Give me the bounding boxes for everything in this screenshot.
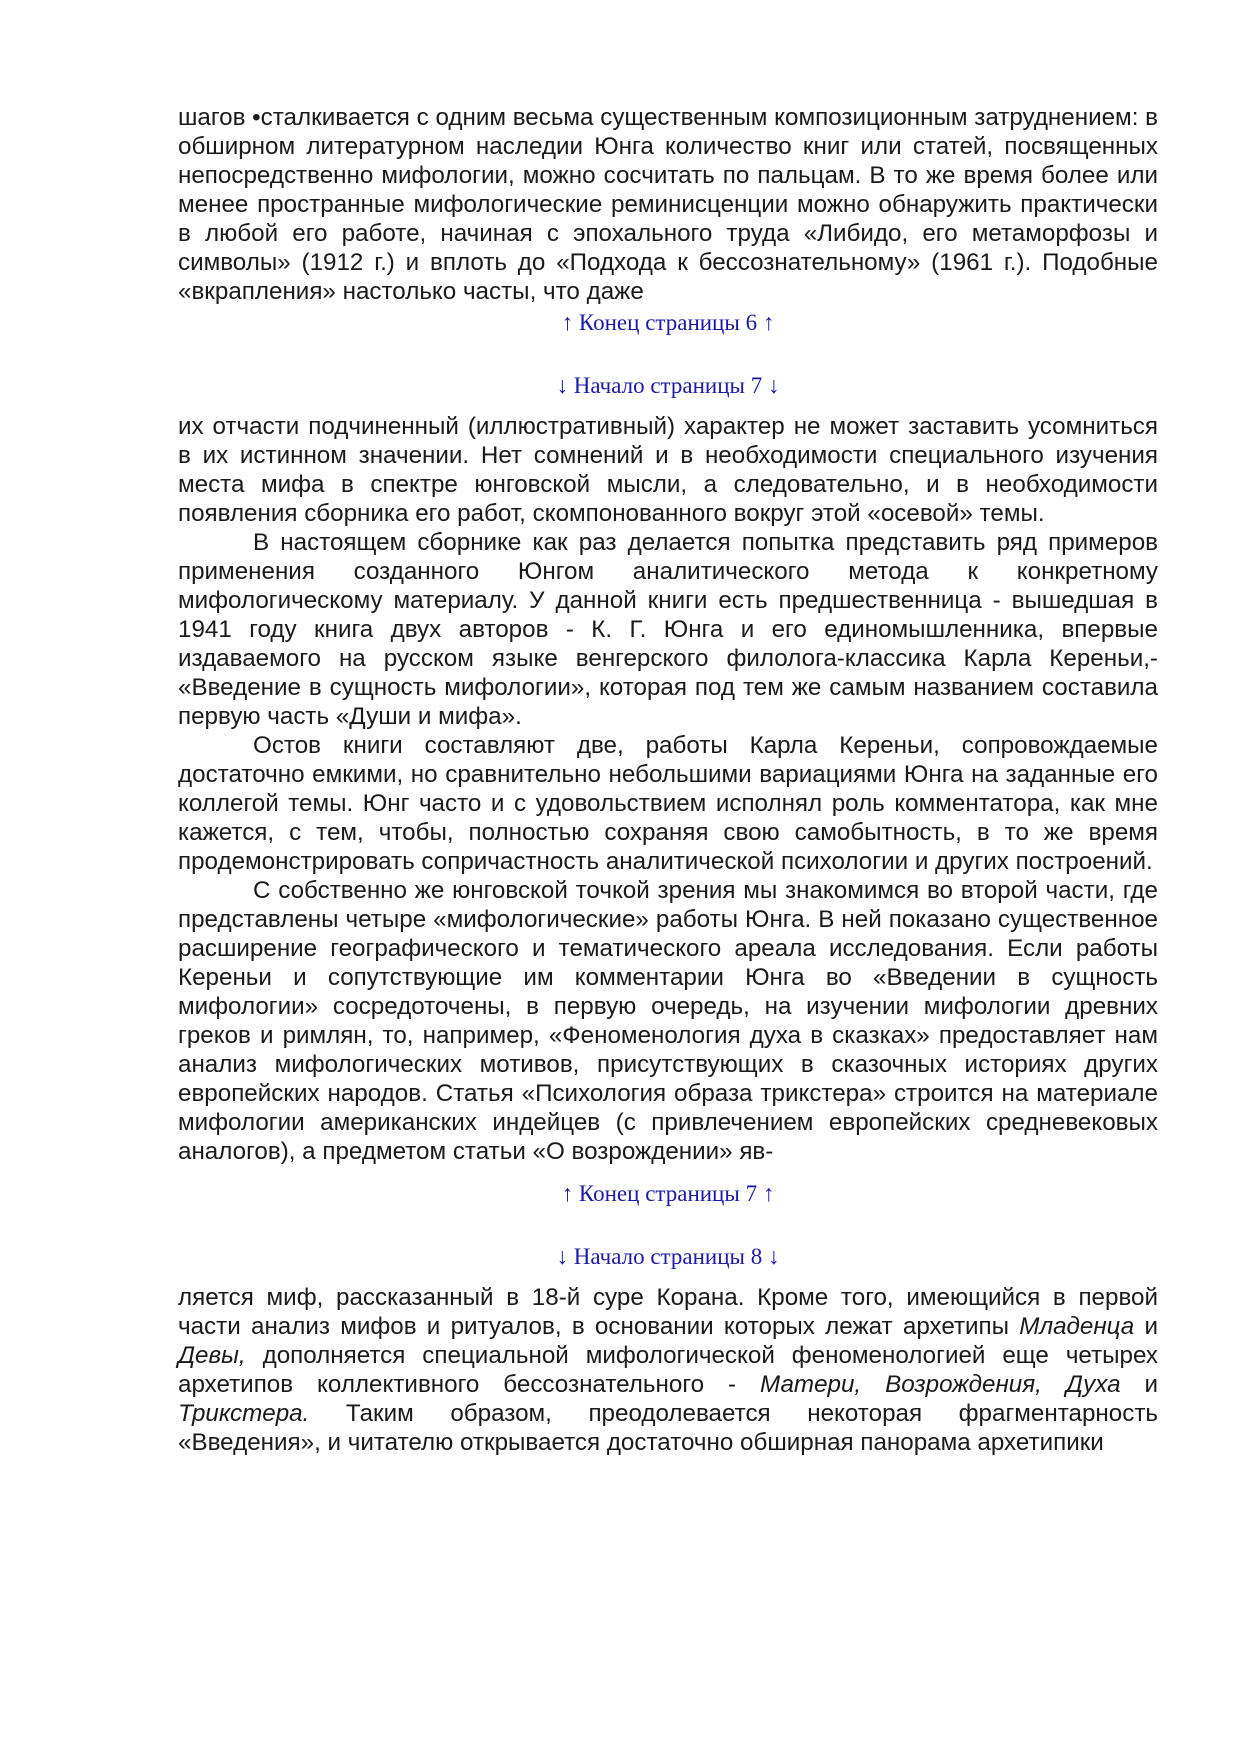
page-8-text: [178, 1283, 1158, 1457]
text-run: и: [1134, 1313, 1158, 1340]
italic-term: Младенца: [1019, 1313, 1135, 1340]
text-run: дополняется специальной мифологической феноменологией еще четырех архетипов коллективного бессознательного -: [178, 1342, 1158, 1398]
paragraph: С собственно же юнговской точкой зрения мы знакомимся во второй части, где представлены четыре «мифологические» работы Юнга. В ней показано существенное расширение географического и тематического ареала исследования. Если работы Кереньи и сопутствующие им комментарии Юнга во «Введении в сущность мифологии» сосредоточены, в первую очередь, на изучении мифологии древних греков и римлян, то, например, «Феноменология духа в сказках» предоставляет нам анализ мифологических мотивов, присутствующих в сказочных историях других европейских народов. Статья «Психология образа трикстера» строится на материале мифологии американских индейцев (с привлечением европейских средневековых аналогов), а предметом статьи «О возрождении» яв-: [178, 877, 1158, 1165]
page-start-marker-7: ↓ Начало страницы 7 ↓: [556, 373, 780, 398]
paragraph: Остов книги составляют две, работы Карла Кереньи, сопровождаемые достаточно емкими, но сравнительно небольшими вариациями Юнга на заданные его коллегой темы. Юнг часто и с удовольствием исполнял роль комментатора, как мне кажется, с тем, чтобы, полностью сохраняя свою самобытность, в то же время продемонстрировать сопричастность аналитической психологии и других построений.: [178, 732, 1158, 875]
text-run: Таким образом, преодолевается некоторая фрагментарность «Введения», и читателю открывается достаточно обширная панорама архетипики: [178, 1400, 1158, 1456]
paragraph: В настоящем сборнике как раз делается попытка представить ряд примеров применения созданного Юнгом аналитического метода к конкретному мифологическому материалу. У данной книги есть предшественница - вышедшая в 1941 году книга двух авторов - К. Г. Юнга и его единомышленника, впервые издаваемого на русском языке венгерского филолога-классика Карла Кереньи,- «Введение в сущность мифологии», которая под тем же самым названием составила первую часть «Души и мифа».: [178, 529, 1158, 730]
page-start-marker-8: ↓ Начало страницы 8 ↓: [556, 1244, 780, 1269]
paragraph: шагов •сталкивается с одним весьма существенным композиционным затруднением: в обширном литературном наследии Юнга количество книг или статей, посвященных непосредственно мифологии, можно сосчитать по пальцам. В то же время более или менее пространные мифологические реминисценции можно обнаружить практически в любой его работе, начиная с эпохального труда «Либидо, его метаморфозы и символы» (1912 г.) и вплоть до «Подхода к бессознательному» (1961 г.). Подобные «вкрапления» настолько часты, что даже: [178, 104, 1158, 305]
paragraph: их отчасти подчиненный (иллюстративный) характер не может заставить усомниться в их истинном значении. Нет сомнений и в необходимости специального изучения места мифа в спектре юнговской мысли, а следовательно, и в необходимости появления сборника его работ, скомпонованного вокруг этой «осевой» темы.: [178, 413, 1158, 527]
paragraph: [178, 1283, 1158, 1457]
text-run: и: [1120, 1371, 1159, 1398]
italic-term: Трикстера.: [178, 1400, 310, 1427]
page-6-tail: [178, 103, 1158, 306]
italic-term: Девы,: [178, 1342, 246, 1369]
page-end-marker-7: ↑ Конец страницы 7 ↑: [561, 1181, 775, 1206]
page-end-marker-6: ↑ Конец страницы 6 ↑: [561, 310, 775, 335]
page-7-text: [178, 412, 1158, 1166]
text-run: ляется миф, рассказанный в 18-й суре Корана. Кроме того, имеющийся в первой части анализ мифов и ритуалов, в основании которых лежат архетипы: [178, 1284, 1158, 1340]
italic-term: Матери, Возрождения, Духа: [760, 1371, 1121, 1398]
